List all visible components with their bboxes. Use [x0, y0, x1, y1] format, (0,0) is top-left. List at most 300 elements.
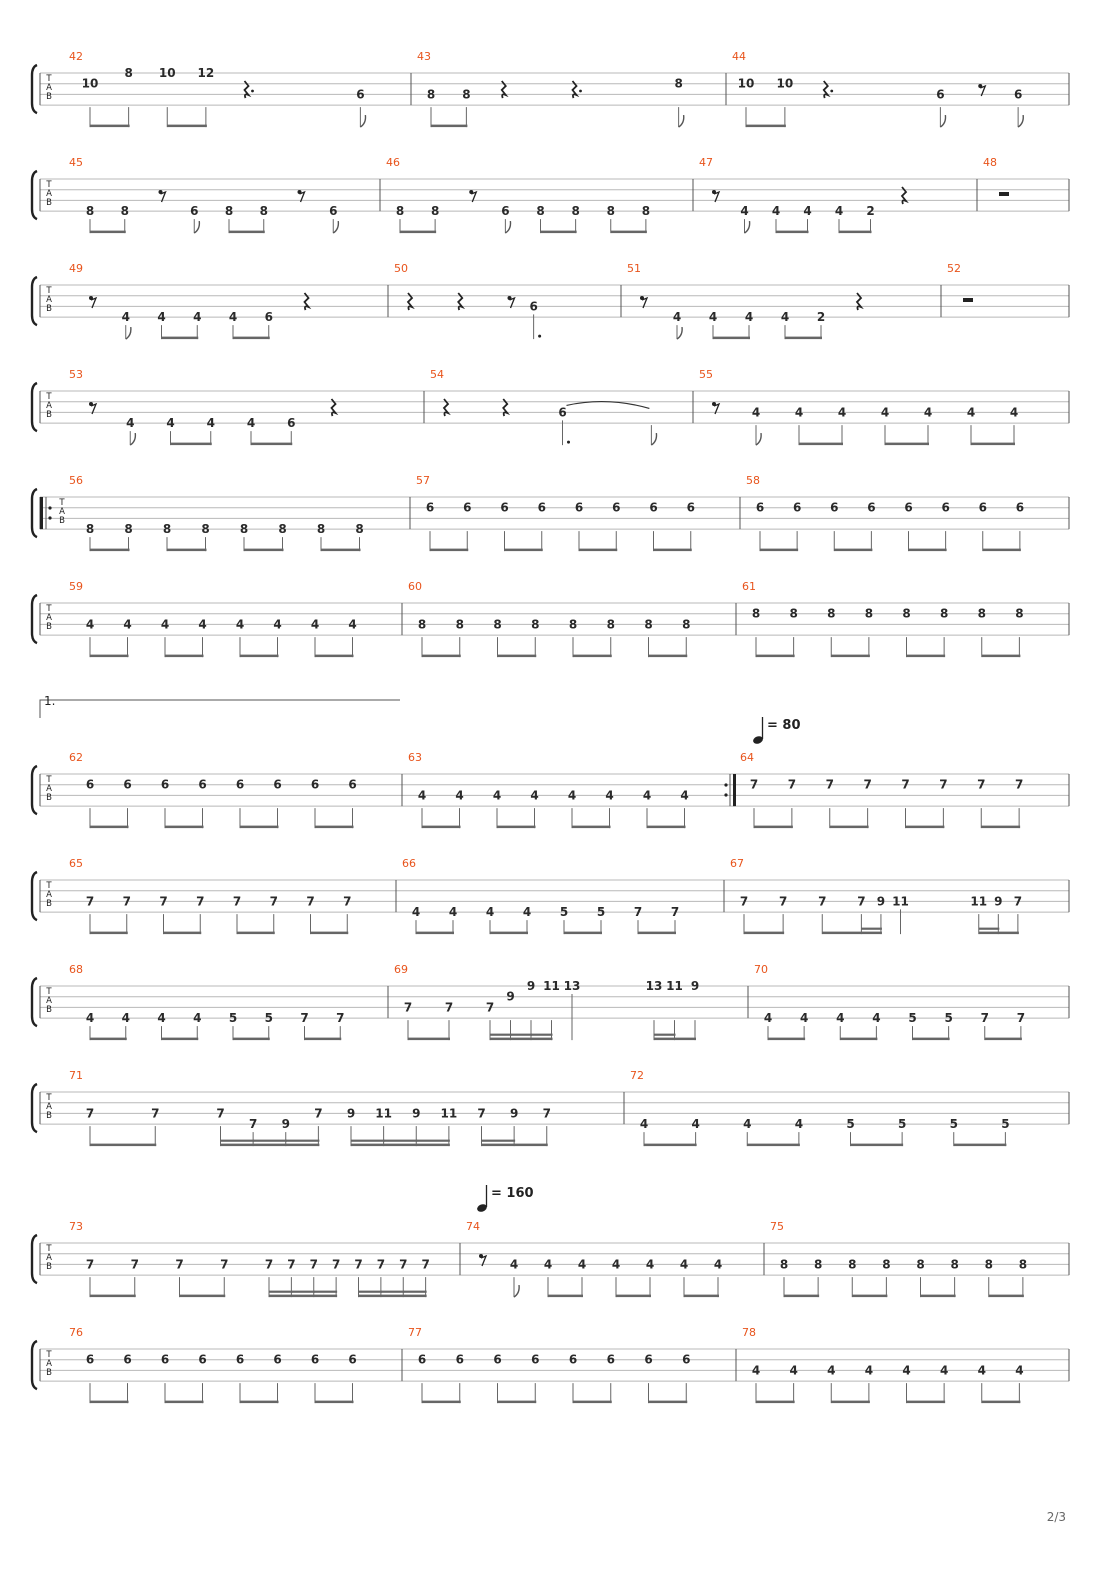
fret-number: 4	[193, 1011, 202, 1026]
measure-77	[408, 1326, 690, 1403]
fret-number: 6	[235, 1352, 245, 1367]
fret-number: 8	[395, 204, 405, 219]
tab-clef-letter: B	[46, 304, 52, 314]
fret-number: 7	[85, 894, 95, 909]
rest-dot	[579, 90, 582, 93]
beam	[784, 1295, 819, 1298]
tab-clef-letter: B	[46, 198, 52, 208]
fret-number: 8	[259, 204, 268, 219]
fret-number: 4	[485, 905, 495, 920]
tab-system	[32, 368, 1069, 445]
fret-number: 8	[455, 617, 464, 632]
fret-number: 4	[923, 405, 933, 420]
measure-number: 49	[69, 262, 83, 275]
secondary-beam	[531, 1034, 553, 1036]
beam	[90, 1401, 129, 1404]
measure-number: 58	[746, 474, 760, 487]
fret-number: 10	[81, 76, 99, 91]
fret-number: 4	[743, 1117, 752, 1132]
beam	[229, 231, 265, 234]
beam	[422, 1401, 461, 1404]
fret-number: 5	[846, 1117, 855, 1132]
tab-clef-letter: B	[46, 793, 52, 803]
fret-number: 4	[246, 416, 256, 431]
beam	[982, 1401, 1021, 1404]
fret-number: 4	[123, 617, 132, 632]
fret-number: 7	[977, 777, 986, 792]
measure-number: 74	[466, 1220, 480, 1233]
measure-number: 57	[416, 474, 430, 487]
tab-clef-letter: T	[59, 498, 65, 508]
fret-number: 7	[175, 1257, 184, 1272]
fret-number: 6	[529, 299, 538, 314]
measure-54	[430, 368, 657, 445]
fret-number: 4	[611, 1257, 621, 1272]
fret-number: 4	[530, 788, 539, 803]
note-flag	[745, 221, 750, 233]
secondary-beam	[384, 1140, 418, 1142]
secondary-beam	[482, 1140, 516, 1142]
fret-number: 4	[455, 788, 464, 803]
beam	[164, 932, 202, 935]
fret-number: 7	[151, 1106, 160, 1121]
fret-number: 4	[126, 416, 135, 431]
beam	[165, 655, 204, 658]
fret-number: 6	[500, 500, 509, 515]
fret-number: 8	[984, 1257, 993, 1272]
measure-67	[730, 857, 1022, 934]
fret-number: 6	[978, 500, 987, 515]
measure-number: 63	[408, 751, 422, 764]
fret-number: 6	[644, 1352, 653, 1367]
fret-number: 11	[440, 1106, 458, 1121]
fret-number: 8	[606, 204, 615, 219]
beam	[684, 1295, 719, 1298]
fret-number: 6	[936, 87, 945, 102]
beam	[983, 549, 1021, 552]
fret-number: 11	[892, 894, 909, 909]
fret-number: 4	[691, 1117, 700, 1132]
fret-number: 7	[778, 894, 788, 909]
beam	[907, 655, 946, 658]
fret-number: 6	[123, 1352, 132, 1367]
beam	[921, 1295, 956, 1298]
fret-number: 7	[306, 894, 315, 909]
measure-number: 76	[69, 1326, 83, 1339]
measure-number: 50	[394, 262, 408, 275]
fret-number: 7	[314, 1106, 323, 1121]
measure-number: 69	[394, 963, 408, 976]
beam	[885, 443, 929, 446]
fret-number: 6	[649, 500, 658, 515]
fret-number: 4	[679, 1257, 689, 1272]
tab-clef-letter: B	[46, 1262, 52, 1272]
beam	[649, 655, 688, 658]
beam	[90, 1038, 127, 1041]
fret-number: 4	[310, 617, 320, 632]
beam	[906, 826, 945, 829]
measure-number: 72	[630, 1069, 644, 1082]
beam	[834, 549, 872, 552]
fret-number: 9	[876, 894, 886, 909]
fret-number: 4	[121, 310, 130, 325]
fret-number: 4	[836, 1011, 845, 1026]
fret-number: 8	[916, 1257, 925, 1272]
measure-45	[69, 156, 338, 233]
fret-number: 10	[776, 76, 794, 91]
fret-number: 7	[343, 894, 352, 909]
beam	[90, 549, 130, 552]
fret-number: 4	[1015, 1363, 1024, 1378]
fret-number: 4	[492, 788, 502, 803]
fret-number: 4	[713, 1257, 723, 1272]
beam	[799, 443, 843, 446]
fret-number: 7	[421, 1257, 430, 1272]
beam	[351, 1144, 450, 1147]
fret-number: 7	[739, 894, 749, 909]
tab-clef-letter: T	[46, 74, 52, 84]
tab-clef-letter: T	[46, 604, 52, 614]
secondary-beam	[269, 1291, 292, 1293]
fret-number: 2	[866, 204, 875, 219]
beam	[548, 1295, 583, 1298]
measure-number: 55	[699, 368, 713, 381]
fret-number: 5	[908, 1011, 917, 1026]
fret-number: 8	[674, 76, 683, 91]
measure-58	[746, 474, 1024, 551]
tab-clef-letter: A	[46, 613, 52, 623]
secondary-beam	[286, 1140, 320, 1142]
fret-number: 8	[239, 522, 249, 537]
fret-number: 4	[166, 416, 175, 431]
fret-number: 8	[201, 522, 210, 537]
beam	[430, 549, 468, 552]
measure-number: 77	[408, 1326, 422, 1339]
beam	[244, 549, 284, 552]
fret-number: 4	[228, 310, 238, 325]
volta-bracket	[40, 694, 400, 718]
fret-number: 6	[85, 1352, 95, 1367]
fret-number: 4	[763, 1011, 773, 1026]
measure-number: 43	[417, 50, 431, 63]
fret-number: 4	[157, 1011, 166, 1026]
fret-number: 11	[970, 894, 988, 909]
measure-69	[394, 963, 699, 1040]
measure-62	[69, 751, 357, 828]
fret-number: 6	[1015, 500, 1025, 515]
fret-number: 9	[281, 1117, 290, 1132]
beam	[171, 443, 212, 446]
fret-number: 4	[708, 310, 718, 325]
fret-number: 8	[682, 617, 691, 632]
tab-system	[32, 1220, 1069, 1297]
tab-clef-letter: A	[46, 295, 52, 305]
fret-number: 4	[121, 1011, 130, 1026]
measure-number: 65	[69, 857, 83, 870]
tab-system	[32, 1326, 1069, 1403]
beam	[979, 932, 1019, 935]
fret-number: 6	[348, 777, 357, 792]
beam	[490, 932, 528, 935]
secondary-beam	[511, 1034, 533, 1036]
measure-number: 66	[402, 857, 416, 870]
fret-number: 8	[278, 522, 287, 537]
beam	[985, 1038, 1022, 1041]
measure-64	[740, 751, 1023, 828]
fret-number: 11	[375, 1106, 392, 1121]
fret-number: 7	[939, 777, 948, 792]
fret-number: 4	[672, 310, 682, 325]
beam	[754, 826, 793, 829]
fret-number: 4	[417, 788, 427, 803]
fret-number: 7	[376, 1257, 386, 1272]
fret-number: 8	[462, 87, 471, 102]
beam	[162, 337, 199, 340]
tab-clef-letter: B	[46, 1368, 52, 1378]
fret-number: 6	[160, 1352, 170, 1367]
system-bracket	[32, 1341, 37, 1389]
fret-number: 6	[123, 777, 132, 792]
measure-number: 61	[742, 580, 756, 593]
fret-number: 7	[232, 894, 242, 909]
measure-50	[394, 262, 541, 339]
beam	[756, 1401, 795, 1404]
measure-number: 62	[69, 751, 83, 764]
measure-number: 42	[69, 50, 83, 63]
tempo-value: = 80	[767, 718, 801, 733]
fret-number: 6	[531, 1352, 540, 1367]
fret-number: 4	[680, 788, 689, 803]
beam	[564, 932, 602, 935]
fret-number: 8	[536, 204, 545, 219]
secondary-beam	[221, 1140, 255, 1142]
beam	[573, 1401, 612, 1404]
fret-number: 4	[198, 617, 207, 632]
beam	[233, 1038, 270, 1041]
fret-number: 8	[751, 606, 761, 621]
tempo-value: = 160	[491, 1186, 534, 1201]
fret-number: 4	[744, 310, 754, 325]
fret-number: 7	[130, 1257, 139, 1272]
fret-number: 6	[455, 1352, 464, 1367]
volta-line	[40, 700, 400, 718]
tab-system	[32, 857, 1069, 934]
fret-number: 6	[356, 87, 365, 102]
beam	[167, 125, 207, 128]
fret-number: 4	[642, 788, 652, 803]
beam	[954, 1144, 1007, 1147]
measure-number: 56	[69, 474, 83, 487]
tab-clef-letter: A	[59, 507, 65, 517]
fret-number: 6	[612, 500, 621, 515]
fret-number: 8	[120, 204, 129, 219]
fret-number: 7	[633, 905, 643, 920]
fret-number: 8	[939, 606, 949, 621]
fret-number: 4	[740, 204, 749, 219]
beam	[165, 1401, 204, 1404]
secondary-beam	[861, 928, 882, 930]
fret-number: 5	[944, 1011, 953, 1026]
beam	[616, 1295, 651, 1298]
measure-number: 60	[408, 580, 422, 593]
fret-number: 4	[780, 310, 790, 325]
fret-number: 8	[85, 522, 95, 537]
beam	[422, 655, 461, 658]
fret-number: 8	[641, 204, 651, 219]
note-flag	[333, 221, 338, 233]
fret-number: 5	[1001, 1117, 1010, 1132]
beam	[649, 1401, 688, 1404]
beam	[579, 549, 617, 552]
fret-number: 11	[666, 979, 683, 993]
beam	[852, 1295, 887, 1298]
measure-number: 68	[69, 963, 83, 976]
system-bracket	[32, 171, 37, 219]
tab-clef-letter: B	[46, 410, 52, 420]
beam	[851, 1144, 904, 1147]
measure-65	[69, 857, 351, 934]
beam	[830, 826, 869, 829]
measure-number: 54	[430, 368, 444, 381]
fret-number: 7	[980, 1011, 989, 1026]
beam	[269, 1295, 337, 1298]
fret-number: 8	[977, 606, 986, 621]
tab-clef-letter: T	[46, 1093, 52, 1103]
system-bracket	[32, 595, 37, 643]
measure-46	[386, 156, 650, 233]
beam	[573, 655, 612, 658]
fret-number: 6	[287, 416, 296, 431]
beam	[162, 1038, 199, 1041]
tempo-80-marking	[752, 717, 800, 745]
tempo-160-marking	[476, 1185, 533, 1213]
tab-clef-letter: A	[46, 890, 52, 900]
fret-number: 2	[816, 310, 826, 325]
fret-number: 5	[228, 1011, 238, 1026]
fret-number: 6	[606, 1352, 615, 1367]
measure-number: 45	[69, 156, 83, 169]
tab-clef-letter: B	[46, 1111, 52, 1121]
fret-number: 7	[309, 1257, 318, 1272]
fret-number: 8	[571, 204, 580, 219]
system-bracket	[32, 383, 37, 431]
tab-clef-letter: T	[46, 286, 52, 296]
beam	[760, 549, 798, 552]
beam	[839, 231, 872, 234]
beam	[90, 1295, 136, 1298]
tab-clef-letter: A	[46, 401, 52, 411]
fret-number: 4	[1009, 405, 1019, 420]
measure-number: 78	[742, 1326, 756, 1339]
measure-number: 67	[730, 857, 744, 870]
beam	[982, 655, 1021, 658]
tab-clef-letter: A	[46, 1102, 52, 1112]
fret-number: 8	[950, 1257, 959, 1272]
fret-number: 5	[264, 1011, 273, 1026]
beam	[321, 549, 361, 552]
fret-number: 7	[444, 1000, 454, 1015]
tab-clef-letter: A	[46, 996, 52, 1006]
fret-number: 5	[596, 905, 606, 920]
fret-number: 6	[537, 500, 546, 515]
beam	[315, 1401, 354, 1404]
beam	[840, 1038, 877, 1041]
measure-59	[69, 580, 357, 657]
fret-number: 6	[574, 500, 584, 515]
measure-number: 51	[627, 262, 641, 275]
fret-number: 4	[273, 617, 282, 632]
system-bracket	[32, 65, 37, 113]
fret-number: 9	[509, 1106, 519, 1121]
note-flag	[514, 1285, 519, 1297]
fret-number: 7	[336, 1011, 345, 1026]
half-rest	[999, 192, 1009, 196]
fret-number: 4	[645, 1257, 655, 1272]
tab-system	[32, 1069, 1069, 1146]
fret-number: 9	[690, 979, 700, 993]
tab-clef-letter: A	[46, 784, 52, 794]
fret-number: 8	[316, 522, 326, 537]
beam	[180, 1295, 226, 1298]
fret-number: 7	[122, 894, 131, 909]
tab-system	[32, 50, 1069, 127]
tab-system	[32, 580, 1069, 657]
beam	[359, 1295, 427, 1298]
beam	[756, 655, 795, 658]
fret-number: 6	[329, 204, 338, 219]
repeat-start-thick-bar	[40, 497, 43, 529]
note-flag	[651, 433, 656, 445]
fret-number: 7	[857, 894, 866, 909]
fret-number: 7	[1014, 777, 1024, 792]
beam	[422, 826, 461, 829]
beam	[315, 826, 354, 829]
measure-75	[770, 1220, 1027, 1297]
duration-dot	[567, 441, 570, 444]
note-flag	[126, 327, 131, 339]
fret-number: 6	[501, 204, 510, 219]
fret-number: 4	[411, 905, 421, 920]
tab-clef-letter: B	[59, 516, 65, 526]
fret-number: 8	[789, 606, 798, 621]
fret-number: 5	[949, 1117, 958, 1132]
fret-number: 7	[542, 1106, 551, 1121]
measure-66	[402, 857, 679, 934]
measure-73	[69, 1220, 430, 1297]
fret-number: 6	[264, 310, 273, 325]
fret-number: 13	[563, 979, 581, 993]
tab-clef-letter: A	[46, 1253, 52, 1263]
fret-number: 6	[348, 1352, 357, 1367]
fret-number: 8	[864, 606, 874, 621]
secondary-beam	[381, 1291, 404, 1293]
beam	[971, 443, 1015, 446]
tab-clef-letter: B	[46, 899, 52, 909]
fret-number: 9	[994, 894, 1003, 909]
tab-clef-letter: A	[46, 189, 52, 199]
fret-number: 8	[224, 204, 234, 219]
fret-number: 7	[485, 1000, 495, 1015]
measure-number: 64	[740, 751, 754, 764]
measure-number: 75	[770, 1220, 784, 1233]
note-flag	[679, 115, 684, 127]
beam	[654, 549, 692, 552]
fret-number: 4	[827, 1363, 836, 1378]
fret-number: 7	[300, 1011, 309, 1026]
beam	[90, 1144, 156, 1147]
fret-number: 4	[789, 1363, 798, 1378]
tab-clef-letter: B	[46, 622, 52, 632]
